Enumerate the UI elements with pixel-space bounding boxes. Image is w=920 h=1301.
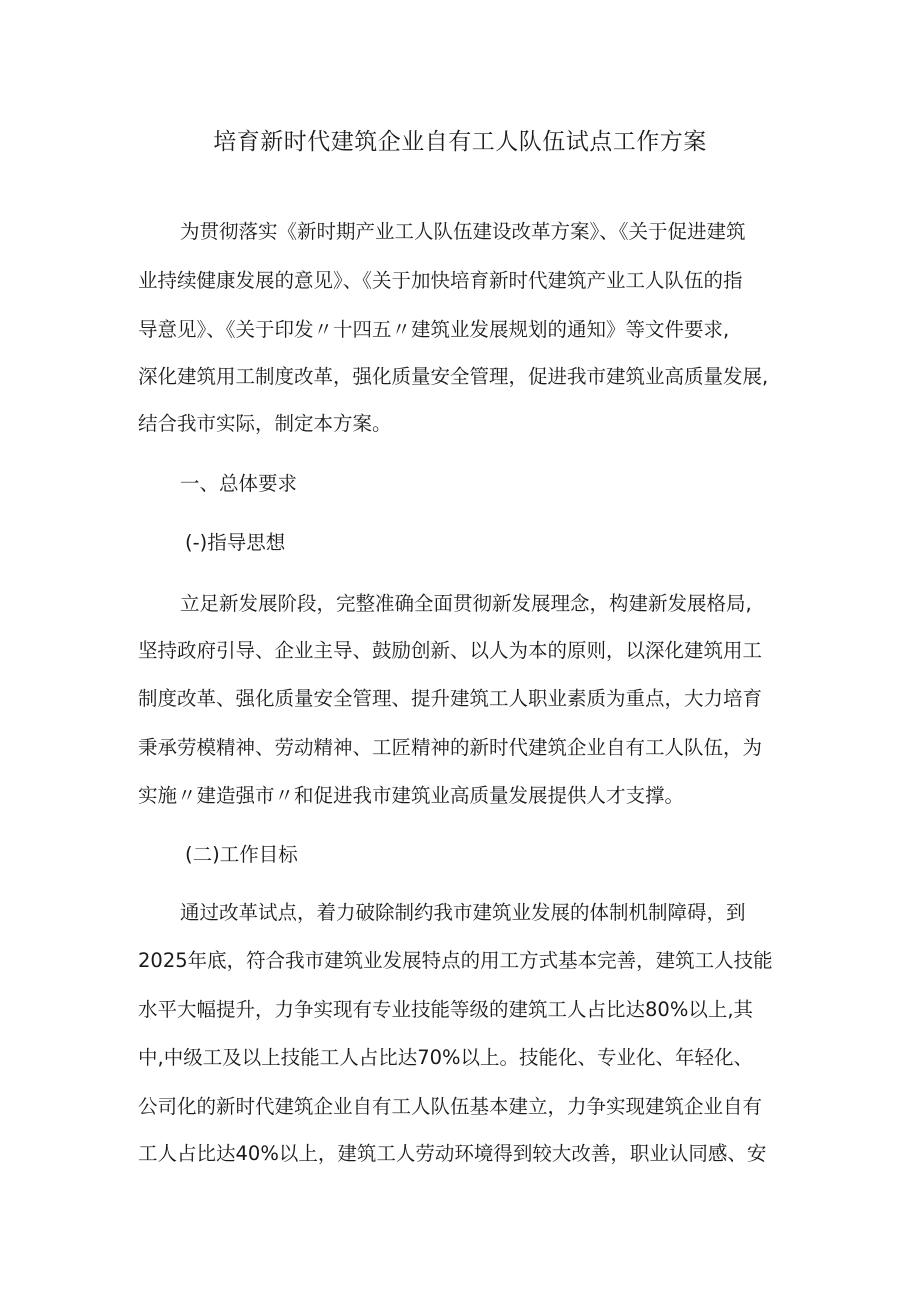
intro-line-4: 深化建筑用工制度改革，强化质量安全管理，促进我市建筑业高质量发展, — [138, 365, 769, 388]
guiding-ideology-line-2: 坚持政府引导、企业主导、鼓励创新、以人为本的原则，以深化建筑用工 — [138, 639, 763, 662]
intro-line-2: 业持续健康发展的意见》、《关于加快培育新时代建筑产业工人队伍的指 — [138, 269, 743, 292]
intro-line-1: 为贯彻落实《新时期产业工人队伍建设改革方案》、《关于促进建筑 — [180, 220, 746, 243]
work-goals-line-4: 中,中级工及以上技能工人占比达70%以上。技能化、专业化、年轻化、 — [138, 1046, 754, 1069]
guiding-ideology-line-5: 实施〃建造强市〃和促进我市建筑业高质量发展提供人才支撑。 — [138, 784, 685, 807]
work-goals-line-3: 水平大幅提升，力争实现有专业技能等级的建筑工人占比达80%以上,其 — [138, 998, 754, 1021]
work-goals-line-5: 公司化的新时代建筑企业自有工人队伍基本建立，力争实现建筑企业自有 — [138, 1095, 763, 1118]
work-goals-line-1: 通过改革试点，着力破除制约我市建筑业发展的体制机制障碍，到 — [180, 901, 746, 924]
work-goals-line-2: 2025年底，符合我市建筑业发展特点的用工方式基本完善，建筑工人技能 — [138, 949, 773, 972]
subsection-heading-work-goals: (二)工作目标 — [185, 843, 298, 866]
subsection-heading-guiding-ideology: (-)指导思想 — [185, 531, 286, 554]
guiding-ideology-line-4: 秉承劳模精神、劳动精神、工匠精神的新时代建筑企业自有工人队伍，为 — [138, 736, 763, 759]
document-title: 培育新时代建筑企业自有工人队伍试点工作方案 — [213, 129, 707, 155]
guiding-ideology-line-1: 立足新发展阶段，完整准确全面贯彻新发展理念，构建新发展格局, — [180, 592, 752, 615]
work-goals-line-6: 工人占比达40%以上，建筑工人劳动环境得到较大改善，职业认同感、安 — [138, 1142, 767, 1165]
guiding-ideology-line-3: 制度改革、强化质量安全管理、提升建筑工人职业素质为重点，大力培育 — [138, 687, 763, 710]
intro-line-3: 导意见》、《关于印发〃十四五〃建筑业发展规划的通知》等文件要求, — [138, 318, 730, 341]
intro-line-5: 结合我市实际，制定本方案。 — [138, 412, 392, 435]
section-heading-general-requirements: 一、总体要求 — [180, 472, 298, 495]
